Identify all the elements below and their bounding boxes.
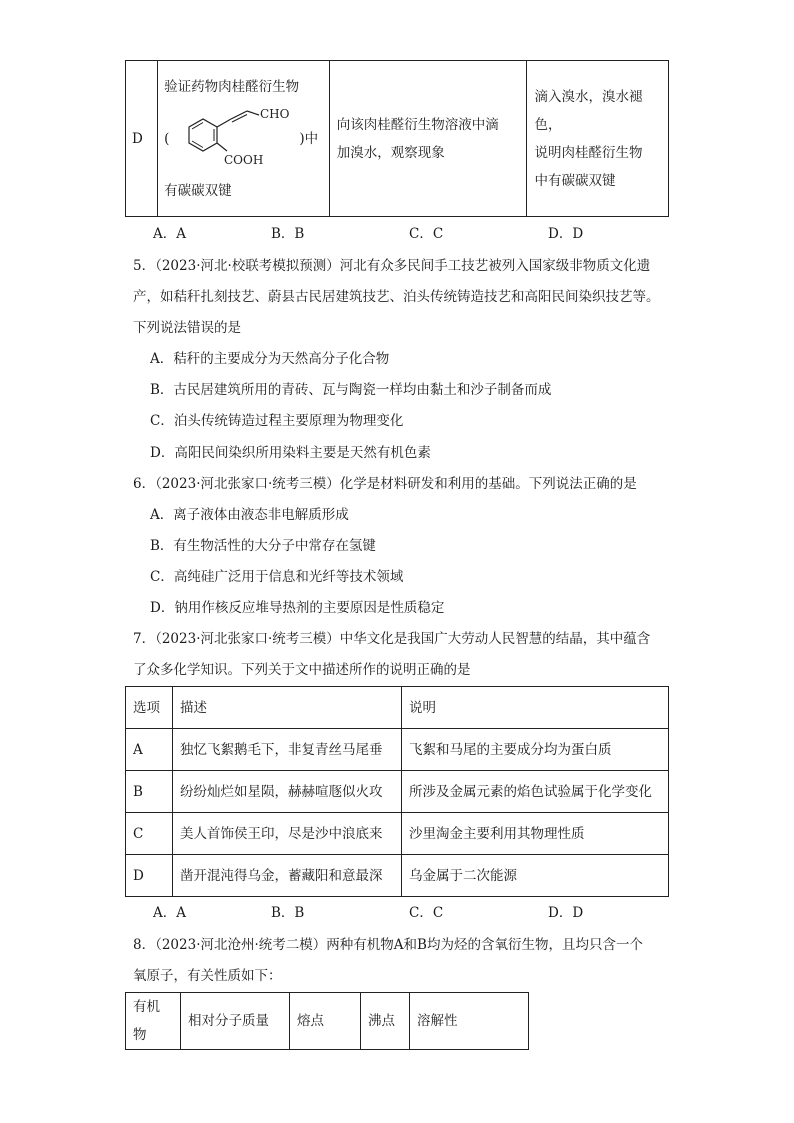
table-row bbox=[126, 771, 669, 813]
row-key: C bbox=[126, 813, 173, 855]
paren-open: ( bbox=[164, 130, 170, 147]
option-c[interactable]: C．C bbox=[409, 905, 444, 921]
experiment-cell bbox=[158, 61, 330, 217]
table-header-row bbox=[126, 687, 669, 729]
table-header-row bbox=[126, 993, 529, 1050]
q6-option-d[interactable]: D．钠用作核反应堆导热剂的主要原因是性质稳定 bbox=[150, 600, 445, 616]
q5-stem-line-3: 下列说法错误的是 bbox=[133, 320, 241, 336]
row-description: 纷纷灿烂如星陨，赫赫喧豗似火攻 bbox=[173, 771, 402, 813]
table-row bbox=[126, 855, 669, 897]
option-b[interactable]: B．B bbox=[271, 905, 305, 921]
row-key: D bbox=[126, 855, 173, 897]
q6-option-b[interactable]: B．有生物活性的大分子中常存在氢键 bbox=[150, 538, 376, 554]
experiment-line-3: 有碳碳双键 bbox=[164, 182, 232, 199]
row-key: B bbox=[126, 771, 173, 813]
q7-stem-line-2: 了众多化学知识。下列关于文中描述所作的说明正确的是 bbox=[133, 662, 471, 678]
q7-table bbox=[125, 686, 669, 897]
q8-table bbox=[125, 992, 529, 1050]
header-option: 选项 bbox=[126, 687, 173, 729]
row-key: D bbox=[126, 61, 158, 217]
table-row bbox=[126, 729, 669, 771]
option-d[interactable]: D．D bbox=[548, 905, 584, 921]
conclusion-cell bbox=[527, 61, 669, 217]
q4-answer-table bbox=[125, 60, 669, 217]
row-explanation: 所涉及金属元素的焰色试验属于化学变化 bbox=[402, 771, 669, 813]
table-row bbox=[126, 61, 669, 217]
header-molecular-mass: 相对分子质量 bbox=[181, 993, 290, 1050]
header-melting-point: 熔点 bbox=[290, 993, 361, 1050]
cooh-label: COOH bbox=[224, 152, 264, 167]
molecule-line bbox=[164, 103, 323, 175]
paren-close: )中 bbox=[299, 130, 319, 147]
conclusion-line: 说明肉桂醛衍生物 bbox=[534, 144, 643, 161]
experiment-line-1: 验证药物肉桂醛衍生物 bbox=[164, 78, 300, 95]
operation-line: 向该肉桂醛衍生物溶液中滴 bbox=[336, 116, 499, 133]
row-explanation: 飞絮和马尾的主要成分均为蛋白质 bbox=[402, 729, 669, 771]
option-c[interactable]: C．C bbox=[409, 226, 444, 242]
option-a[interactable]: A．A bbox=[153, 226, 186, 242]
q5-option-c[interactable]: C．泊头传统铸造过程主要原理为物理变化 bbox=[150, 413, 404, 429]
header-solubility: 溶解性 bbox=[410, 993, 529, 1050]
header-explanation: 说明 bbox=[402, 687, 669, 729]
table-row bbox=[126, 813, 669, 855]
row-description: 美人首饰侯王印，尽是沙中浪底来 bbox=[173, 813, 402, 855]
q6-option-c[interactable]: C．高纯硅广泛用于信息和光纤等技术领域 bbox=[150, 569, 404, 585]
q8-stem-line-2: 氧原子，有关性质如下： bbox=[133, 968, 282, 984]
q5-option-d[interactable]: D．高阳民间染织所用染料主要是天然有机色素 bbox=[150, 445, 431, 461]
row-description: 独忆飞絮鹅毛下，非复青丝马尾垂 bbox=[173, 729, 402, 771]
conclusion-line: 滴入溴水，溴水褪色， bbox=[534, 88, 643, 133]
conclusion-line: 中有碳碳双键 bbox=[534, 172, 616, 189]
q7-stem-line-1: 7．（2023·河北张家口·统考三模）中华文化是我国广大劳动人民智慧的结晶，其中蕴含 bbox=[133, 631, 651, 647]
header-compound: 有机物 bbox=[126, 993, 181, 1050]
q5-option-a[interactable]: A．秸秆的主要成分为天然高分子化合物 bbox=[150, 351, 390, 367]
operation-line: 加溴水，观察现象 bbox=[336, 144, 445, 161]
operation-cell bbox=[329, 61, 527, 217]
row-explanation: 乌金属于二次能源 bbox=[402, 855, 669, 897]
q6-option-a[interactable]: A．离子液体由液态非电解质形成 bbox=[150, 507, 349, 523]
option-d[interactable]: D．D bbox=[548, 226, 584, 242]
cho-label: CHO bbox=[260, 106, 290, 121]
q5-stem-line-1: 5．（2023·河北·校联考模拟预测）河北有众多民间手工技艺被列入国家级非物质文化遗 bbox=[133, 258, 651, 274]
header-description: 描述 bbox=[173, 687, 402, 729]
row-key: A bbox=[126, 729, 173, 771]
option-a[interactable]: A．A bbox=[153, 905, 186, 921]
q6-stem: 6．（2023·河北张家口·统考三模）化学是材料研发和利用的基础。下列说法正确的是 bbox=[133, 476, 637, 492]
header-boiling-point: 沸点 bbox=[361, 993, 410, 1050]
row-explanation: 沙里淘金主要利用其物理性质 bbox=[402, 813, 669, 855]
q8-stem-line-1: 8．（2023·河北沧州·统考二模）两种有机物A和B均为烃的含氧衍生物，且均只含一个 bbox=[133, 937, 643, 953]
q5-stem-line-2: 产，如秸秆扎刻技艺、蔚县古民居建筑技艺、泊头传统铸造技艺和高阳民间染织技艺等。 bbox=[133, 289, 660, 305]
option-b[interactable]: B．B bbox=[271, 226, 305, 242]
row-description: 凿开混沌得乌金，蓄藏阳和意最深 bbox=[173, 855, 402, 897]
cinnamaldehyde-derivative-structure bbox=[169, 105, 299, 173]
q5-option-b[interactable]: B．古民居建筑所用的青砖、瓦与陶瓷一样均由黏土和沙子制备而成 bbox=[150, 382, 552, 398]
